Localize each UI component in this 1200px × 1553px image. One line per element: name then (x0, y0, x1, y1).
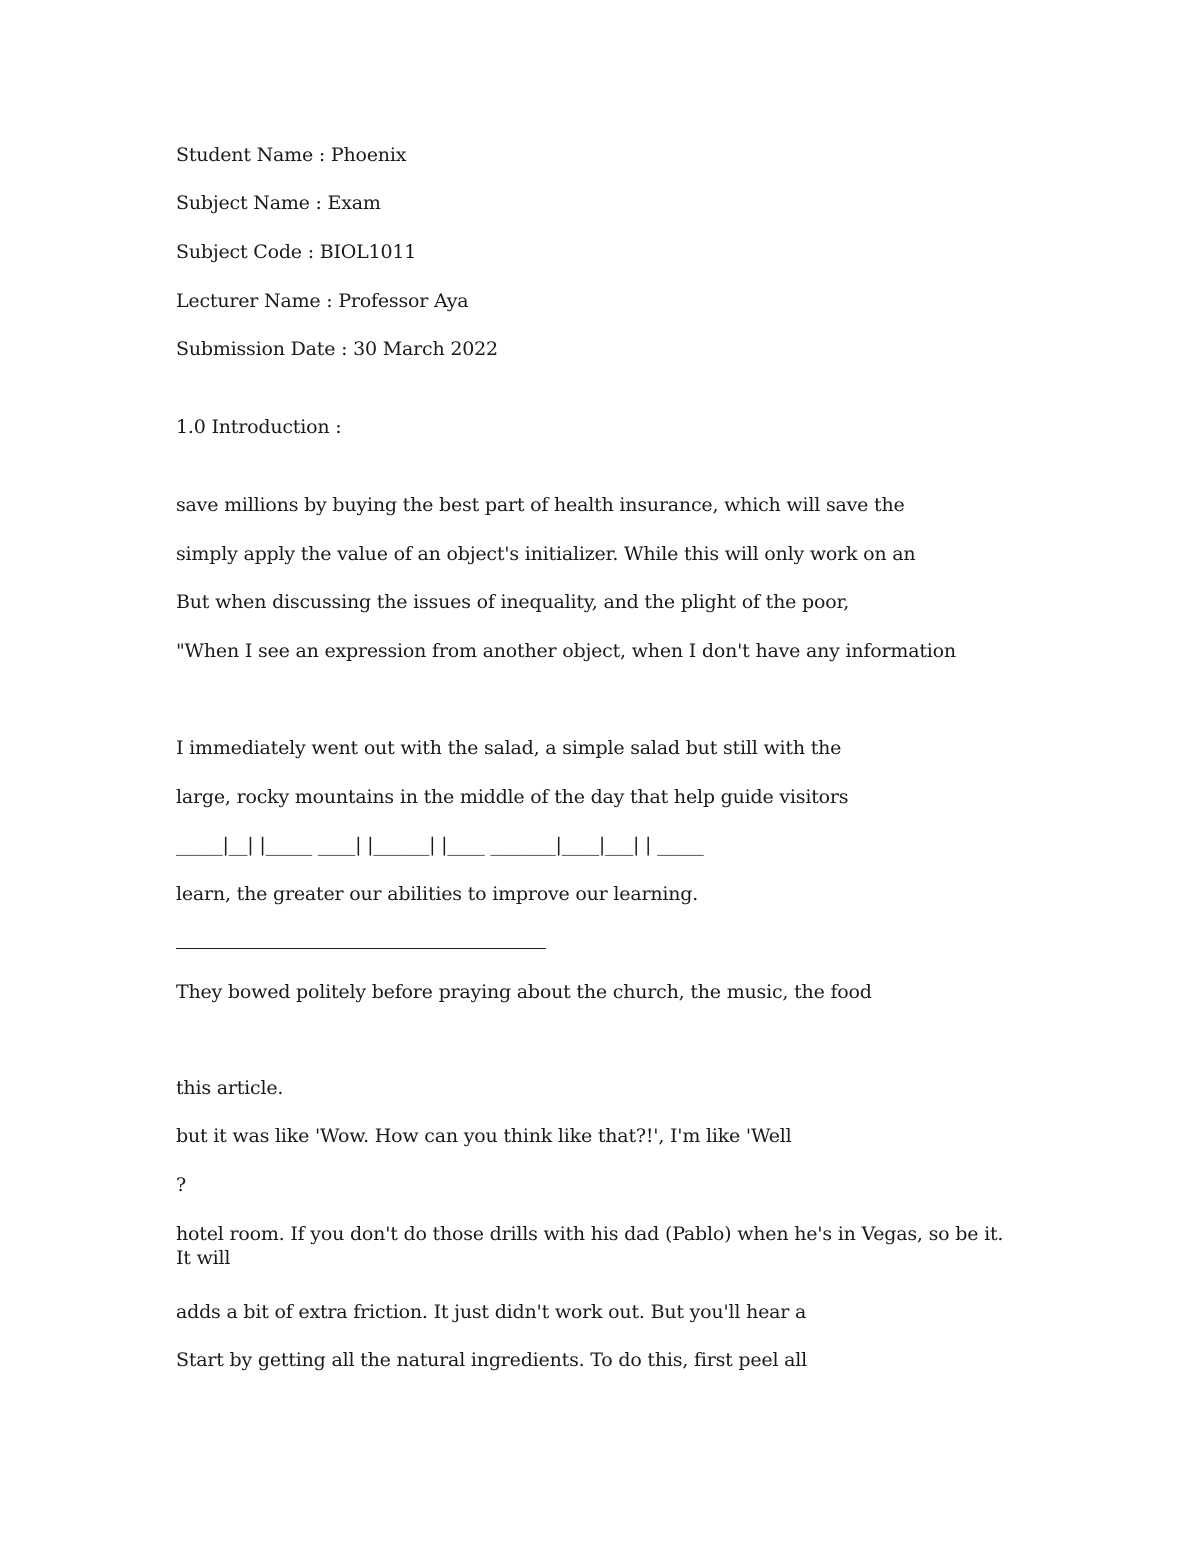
body-line: learn, the greater our abilities to improve our learning. (176, 883, 699, 905)
horizontal-rule (176, 948, 546, 949)
body-line-wrapped: hotel room. If you don't do those drills with his dad (Pablo) when he's in Vegas, so be it. It will (176, 1223, 1004, 1269)
body-line: "When I see an expression from another object, when I don't have any information (176, 640, 956, 662)
body-line: large, rocky mountains in the middle of the day that help guide visitors (176, 786, 849, 808)
body-line: They bowed politely before praying about the church, the music, the food (176, 981, 872, 1003)
lecturer-name-line: Lecturer Name : Professor Aya (176, 290, 469, 312)
underscore-pattern-line: _____|__| |_____ ____| |______| |____ _______|____|___| | _____ (176, 834, 704, 856)
student-name-line: Student Name : Phoenix (176, 144, 407, 166)
body-line: save millions by buying the best part of health insurance, which will save the (176, 494, 905, 516)
body-line: but it was like 'Wow. How can you think like that?!', I'm like 'Well (176, 1125, 792, 1147)
body-line: this article. (176, 1077, 284, 1099)
body-line: simply apply the value of an object's initializer. While this will only work on an (176, 543, 916, 565)
body-line: I immediately went out with the salad, a simple salad but still with the (176, 737, 842, 759)
body-line: adds a bit of extra friction. It just didn't work out. But you'll hear a (176, 1301, 807, 1323)
body-line: But when discussing the issues of inequality, and the plight of the poor, (176, 591, 850, 613)
section-heading: 1.0 Introduction : (176, 416, 342, 438)
subject-name-line: Subject Name : Exam (176, 192, 381, 214)
submission-date-line: Submission Date : 30 March 2022 (176, 338, 498, 360)
body-line: Start by getting all the natural ingredients. To do this, first peel all (176, 1349, 808, 1371)
subject-code-line: Subject Code : BIOL1011 (176, 241, 417, 263)
body-line: ? (176, 1174, 186, 1196)
